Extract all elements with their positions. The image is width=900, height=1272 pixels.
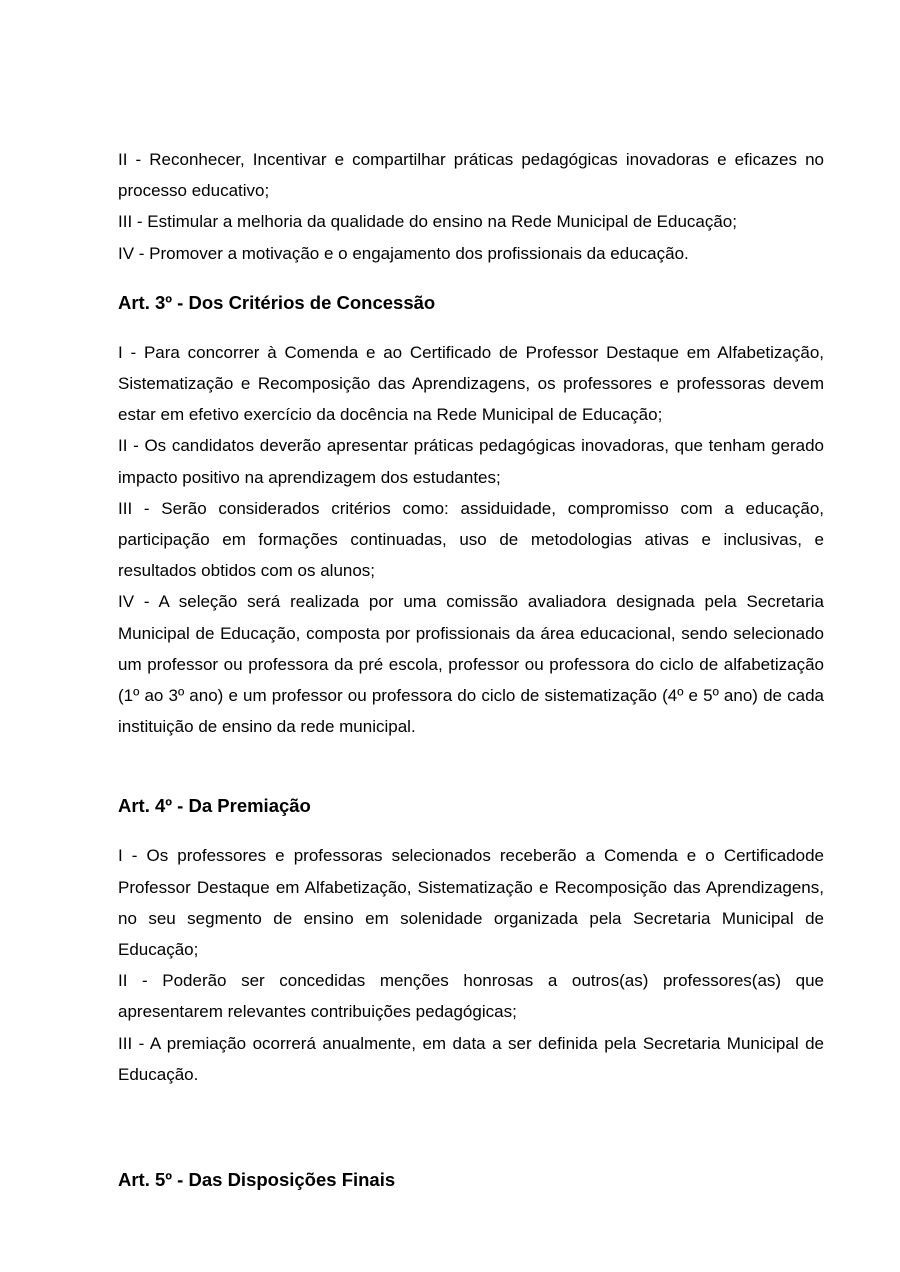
art4-section (118, 792, 824, 1090)
art4-item-iii: III - A premiação ocorrerá anualmente, em data a ser definida pela Secretaria Municipal de Educação. (118, 1033, 824, 1084)
art4-item-ii: II - Poderão ser concedidas menções honrosas a outros(as) professores(as) que apresentarem relevantes contribuições pedagógicas; (118, 971, 824, 1022)
intro-item-iii: III - Estimular a melhoria da qualidade do ensino na Rede Municipal de Educação; (118, 212, 737, 232)
intro-item-iv: IV - Promover a motivação e o engajamento dos profissionais da educação. (118, 243, 689, 263)
art4-item-i: I - Os professores e professoras selecionados receberão a Comenda e o Certificadode Professor Destaque em Alfabetização, Sistematização e Recomposição das Aprendizagens, no seu segmento de ensino em solenidade organizada pela Secretaria Municipal de Educação; (118, 846, 824, 960)
art3-heading: Art. 3º - Dos Critérios de Concessão (118, 291, 436, 313)
art3-item-i: I - Para concorrer à Comenda e ao Certificado de Professor Destaque em Alfabetização, Sistematização e Recomposição das Aprendizagens, os professores e professoras devem estar em efetivo exercício da docência na Rede Municipal de Educação; (118, 342, 824, 425)
intro-section (118, 144, 824, 269)
art5-heading: Art. 5º - Das Disposições Finais (118, 1169, 396, 1191)
art3-item-iv: IV - A seleção será realizada por uma comissão avaliadora designada pela Secretaria Municipal de Educação, composta por profissionais da área educacional, sendo selecionado um professor ou professora da pré escola, professor ou professora do ciclo de alfabetização (1º ao 3º ano) e um professor ou professora do ciclo de sistematização (4º e 5º ano) de cada instituição de ensino da rede municipal. (118, 592, 824, 737)
art3-item-ii: II - Os candidatos deverão apresentar práticas pedagógicas inovadoras, que tenham gerado impacto positivo na aprendizagem dos estudantes; (118, 436, 824, 487)
art3-item-iii: III - Serão considerados critérios como: assiduidade, compromisso com a educação, participação em formações continuadas, uso de metodologias ativas e inclusivas, e resultados obtidos com os alunos; (118, 498, 824, 581)
document-page (118, 144, 824, 1194)
art5-section (118, 1166, 824, 1194)
intro-item-ii: II - Reconhecer, Incentivar e compartilhar práticas pedagógicas inovadoras e eficazes no processo educativo; (118, 150, 824, 201)
art4-heading: Art. 4º - Da Premiação (118, 795, 311, 817)
art3-section (118, 289, 824, 743)
